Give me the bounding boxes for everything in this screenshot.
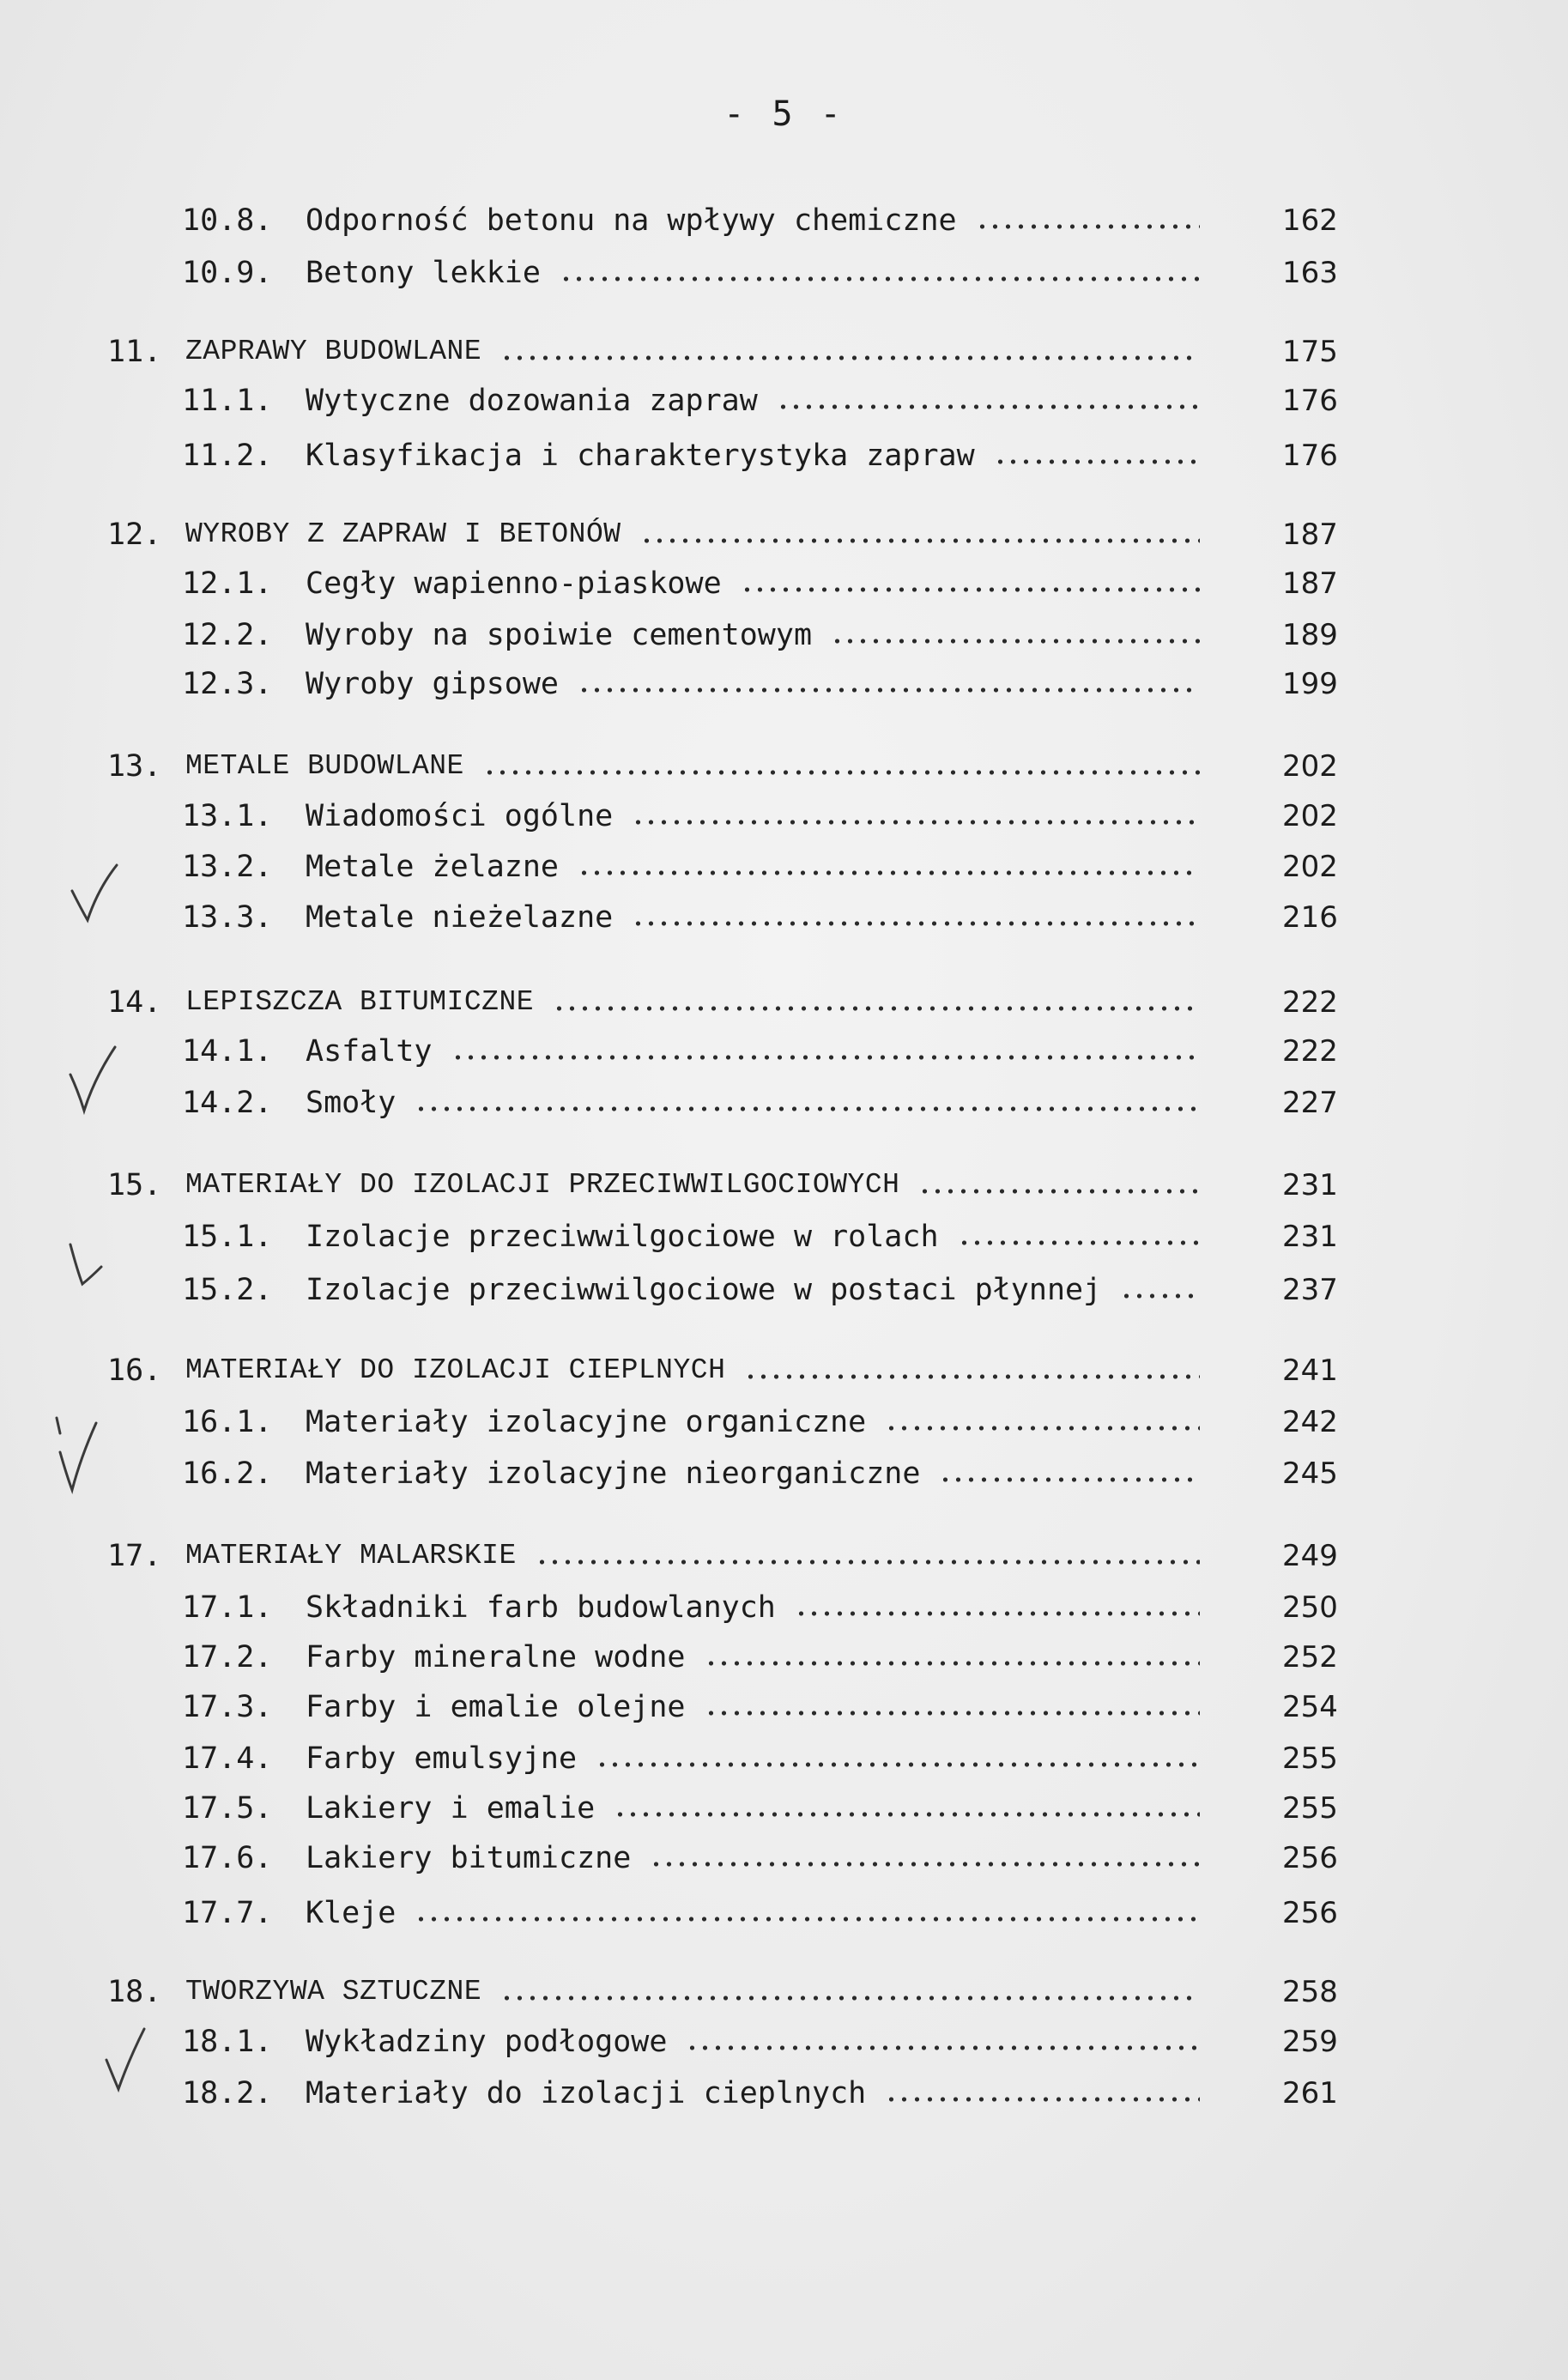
toc-entry-title: Lakiery bitumiczne (306, 1841, 632, 1875)
toc-entry-title: METALE BUDOWLANE (185, 750, 464, 782)
toc-entry-title: MATERIAŁY MALARSKIE (185, 1540, 517, 1572)
toc-section[interactable] (0, 1030, 1568, 1073)
toc-entry-page: 202 (1282, 850, 1338, 884)
leader-dots (705, 1660, 1200, 1667)
toc-entry-page: 256 (1282, 1896, 1338, 1930)
leader-dots (578, 687, 1200, 693)
toc-entry-page: 176 (1282, 439, 1338, 473)
toc-entry-page: 175 (1282, 335, 1338, 369)
toc-entry-page: 231 (1282, 1168, 1338, 1202)
toc-entry-page: 245 (1282, 1456, 1338, 1491)
toc-entry-number: 12. (107, 518, 162, 552)
toc-section[interactable] (0, 434, 1568, 477)
toc-entry-title: Materiały do izolacji cieplnych (306, 2076, 867, 2111)
toc-chapter[interactable] (0, 1349, 1568, 1392)
toc-entry-title: Farby emulsyjne (306, 1741, 578, 1776)
leader-dots (614, 1811, 1200, 1818)
toc-entry-page: 255 (1282, 1741, 1338, 1776)
toc-entry-number: 12.3. (182, 667, 273, 701)
toc-entry-title: Izolacje przeciwwilgociowe w rolach (306, 1220, 939, 1254)
toc-section[interactable] (0, 845, 1568, 888)
toc-entry-number: 11.2. (182, 439, 273, 473)
toc-entry-number: 17.2. (182, 1640, 273, 1674)
toc-entry-title: Metale żelazne (306, 850, 560, 884)
toc-entry-title: Smoły (306, 1086, 397, 1120)
toc-entry-page: 216 (1282, 900, 1338, 935)
toc-entry-page: 187 (1282, 518, 1338, 552)
toc-section[interactable] (0, 663, 1568, 706)
toc-entry-page: 176 (1282, 384, 1338, 418)
toc-entry-page: 231 (1282, 1220, 1338, 1254)
toc-entry-number: 13.2. (182, 850, 273, 884)
toc-chapter[interactable] (0, 1164, 1568, 1207)
toc-entry-page: 227 (1282, 1086, 1338, 1120)
toc-section[interactable] (0, 1269, 1568, 1311)
toc-entry-number: 15. (107, 1168, 162, 1202)
toc-entry-number: 17.4. (182, 1741, 273, 1776)
toc-entry-page: 255 (1282, 1791, 1338, 1826)
toc-entry-title: LEPISZCZA BITUMICZNE (185, 986, 535, 1018)
toc-chapter[interactable] (0, 330, 1568, 373)
toc-chapter[interactable] (0, 981, 1568, 1024)
toc-entry-page: 222 (1282, 1034, 1338, 1069)
toc-entry-number: 13.3. (182, 900, 273, 935)
handwritten-checkmark-icon (69, 858, 120, 927)
toc-section[interactable] (0, 614, 1568, 657)
toc-entry-title: Izolacje przeciwwilgociowe w postaci płynnej (306, 1273, 1102, 1307)
toc-entry-number: 17. (107, 1539, 162, 1573)
toc-entry-number: 17.6. (182, 1841, 273, 1875)
toc-entry-title: Farby mineralne wodne (306, 1640, 686, 1674)
toc-section[interactable] (0, 1837, 1568, 1880)
toc-entry-page: 250 (1282, 1590, 1338, 1625)
leader-dots (451, 1054, 1200, 1061)
toc-entry-page: 237 (1282, 1273, 1338, 1307)
toc-entry-number: 13. (107, 749, 162, 784)
leader-dots (632, 819, 1200, 826)
leader-dots (831, 638, 1200, 645)
toc-entry-page: 259 (1282, 2025, 1338, 2059)
toc-entry-page: 199 (1282, 667, 1338, 701)
toc-entry-number: 17.1. (182, 1590, 273, 1625)
leader-dots (777, 403, 1200, 410)
leader-dots (560, 276, 1200, 282)
toc-entry-page: 202 (1282, 749, 1338, 784)
toc-entry-page: 252 (1282, 1640, 1338, 1674)
toc-entry-number: 15.1. (182, 1220, 273, 1254)
toc-section[interactable] (0, 1081, 1568, 1124)
handwritten-checkmark-icon (67, 1039, 118, 1116)
leader-dots (918, 1188, 1200, 1195)
toc-entry-number: 16.2. (182, 1456, 273, 1491)
toc-entry-number: 14. (107, 985, 162, 1020)
leader-dots (885, 2096, 1200, 2103)
toc-section[interactable] (0, 1636, 1568, 1679)
toc-entry-page: 222 (1282, 985, 1338, 1020)
leader-dots (1120, 1293, 1200, 1299)
toc-section[interactable] (0, 896, 1568, 939)
handwritten-checkmark-icon (101, 2017, 153, 2094)
toc-section[interactable] (0, 199, 1568, 242)
toc-entry-page: 254 (1282, 1690, 1338, 1724)
leader-dots (939, 1476, 1200, 1483)
toc-entry-page: 202 (1282, 799, 1338, 833)
toc-entry-page: 163 (1282, 256, 1338, 290)
leader-dots (885, 1425, 1200, 1432)
leader-dots (705, 1710, 1200, 1717)
toc-entry-title: Materiały izolacyjne nieorganiczne (306, 1456, 921, 1491)
leader-dots (415, 1916, 1200, 1923)
leader-dots (632, 920, 1200, 927)
toc-entry-title: MATERIAŁY DO IZOLACJI CIEPLNYCH (185, 1354, 726, 1386)
leader-dots (500, 354, 1200, 361)
toc-section[interactable] (0, 795, 1568, 838)
toc-entry-title: Farby i emalie olejne (306, 1690, 686, 1724)
toc-entry-title: Cegły wapienno-piaskowe (306, 566, 722, 601)
handwritten-checkmark-icon (51, 1408, 103, 1502)
leader-dots (640, 537, 1200, 544)
toc-section[interactable] (0, 251, 1568, 294)
toc-entry-number: 18. (107, 1975, 162, 2009)
toc-entry-title: Asfalty (306, 1034, 433, 1069)
toc-entry-title: Wyroby gipsowe (306, 667, 560, 701)
toc-section[interactable] (0, 379, 1568, 422)
toc-entry-title: Odporność betonu na wpływy chemiczne (306, 203, 957, 238)
toc-entry-number: 14.1. (182, 1034, 273, 1069)
toc-entry-page: 249 (1282, 1539, 1338, 1573)
toc-entry-number: 18.2. (182, 2076, 273, 2111)
toc-section[interactable] (0, 562, 1568, 605)
toc-entry-number: 18.1. (182, 2025, 273, 2059)
toc-entry-number: 14.2. (182, 1086, 273, 1120)
leader-dots (650, 1861, 1200, 1868)
leader-dots (976, 223, 1200, 230)
toc-chapter[interactable] (0, 1971, 1568, 2014)
toc-chapter[interactable] (0, 1535, 1568, 1578)
toc-entry-title: Wykładziny podłogowe (306, 2025, 668, 2059)
toc-section[interactable] (0, 2072, 1568, 2115)
toc-entry-page: 187 (1282, 566, 1338, 601)
toc-entry-page: 258 (1282, 1975, 1338, 2009)
toc-entry-title: Lakiery i emalie (306, 1791, 596, 1826)
toc-entry-number: 16.1. (182, 1405, 273, 1439)
leader-dots (415, 1105, 1200, 1112)
leader-dots (578, 869, 1200, 876)
toc-entry-title: ZAPRAWY BUDOWLANE (185, 336, 482, 367)
leader-dots (536, 1559, 1200, 1565)
toc-section[interactable] (0, 1737, 1568, 1780)
toc-entry-page: 256 (1282, 1841, 1338, 1875)
leader-dots (744, 1373, 1200, 1380)
toc-chapter[interactable] (0, 745, 1568, 788)
toc-section[interactable] (0, 1586, 1568, 1629)
toc-section[interactable] (0, 1787, 1568, 1830)
leader-dots (795, 1610, 1200, 1617)
page-number: - 5 - (723, 94, 845, 134)
toc-entry-title: TWORZYWA SZTUCZNE (185, 1976, 482, 2008)
leader-dots (553, 1005, 1200, 1012)
leader-dots (483, 769, 1200, 776)
toc-entry-number: 10.8. (182, 203, 273, 238)
toc-section[interactable] (0, 1215, 1568, 1258)
toc-entry-title: Betony lekkie (306, 256, 541, 290)
toc-entry-number: 17.3. (182, 1690, 273, 1724)
toc-entry-title: MATERIAŁY DO IZOLACJI PRZECIWWILGOCIOWYCH (185, 1169, 900, 1201)
toc-entry-number: 12.2. (182, 618, 273, 652)
leader-dots (686, 2044, 1200, 2051)
toc-entry-number: 11.1. (182, 384, 273, 418)
toc-section[interactable] (0, 1452, 1568, 1495)
toc-entry-page: 162 (1282, 203, 1338, 238)
toc-entry-title: Składniki farb budowlanych (306, 1590, 776, 1625)
toc-entry-number: 11. (107, 335, 162, 369)
toc-section[interactable] (0, 1686, 1568, 1729)
toc-entry-title: Wyroby na spoiwie cementowym (306, 618, 813, 652)
toc-entry-title: Klasyfikacja i charakterystyka zapraw (306, 439, 975, 473)
toc-entry-title: WYROBY Z ZAPRAW I BETONÓW (185, 518, 621, 550)
toc-entry-page: 189 (1282, 618, 1338, 652)
toc-entry-number: 16. (107, 1354, 162, 1388)
leader-dots (500, 1995, 1200, 2002)
leader-dots (596, 1761, 1200, 1768)
toc-entry-title: Wytyczne dozowania zapraw (306, 384, 758, 418)
toc-entry-number: 17.5. (182, 1791, 273, 1826)
toc-entry-number: 10.9. (182, 256, 273, 290)
leader-dots (741, 586, 1200, 593)
toc-entry-number: 15.2. (182, 1273, 273, 1307)
toc-entry-page: 241 (1282, 1354, 1338, 1388)
toc-entry-title: Kleje (306, 1896, 397, 1930)
toc-section[interactable] (0, 1401, 1568, 1444)
toc-entry-number: 12.1. (182, 566, 273, 601)
toc-entry-number: 17.7. (182, 1896, 273, 1930)
toc-entry-number: 13.1. (182, 799, 273, 833)
leader-dots (994, 458, 1200, 465)
toc-chapter[interactable] (0, 513, 1568, 556)
toc-entry-title: Wiadomości ogólne (306, 799, 614, 833)
toc-entry-title: Materiały izolacyjne organiczne (306, 1405, 867, 1439)
toc-section[interactable] (0, 1892, 1568, 1935)
toc-entry-page: 261 (1282, 2076, 1338, 2111)
toc-entry-title: Metale nieżelazne (306, 900, 614, 935)
toc-entry-page: 242 (1282, 1405, 1338, 1439)
handwritten-checkmark-icon (67, 1236, 110, 1296)
toc-section[interactable] (0, 2020, 1568, 2063)
leader-dots (958, 1239, 1200, 1246)
